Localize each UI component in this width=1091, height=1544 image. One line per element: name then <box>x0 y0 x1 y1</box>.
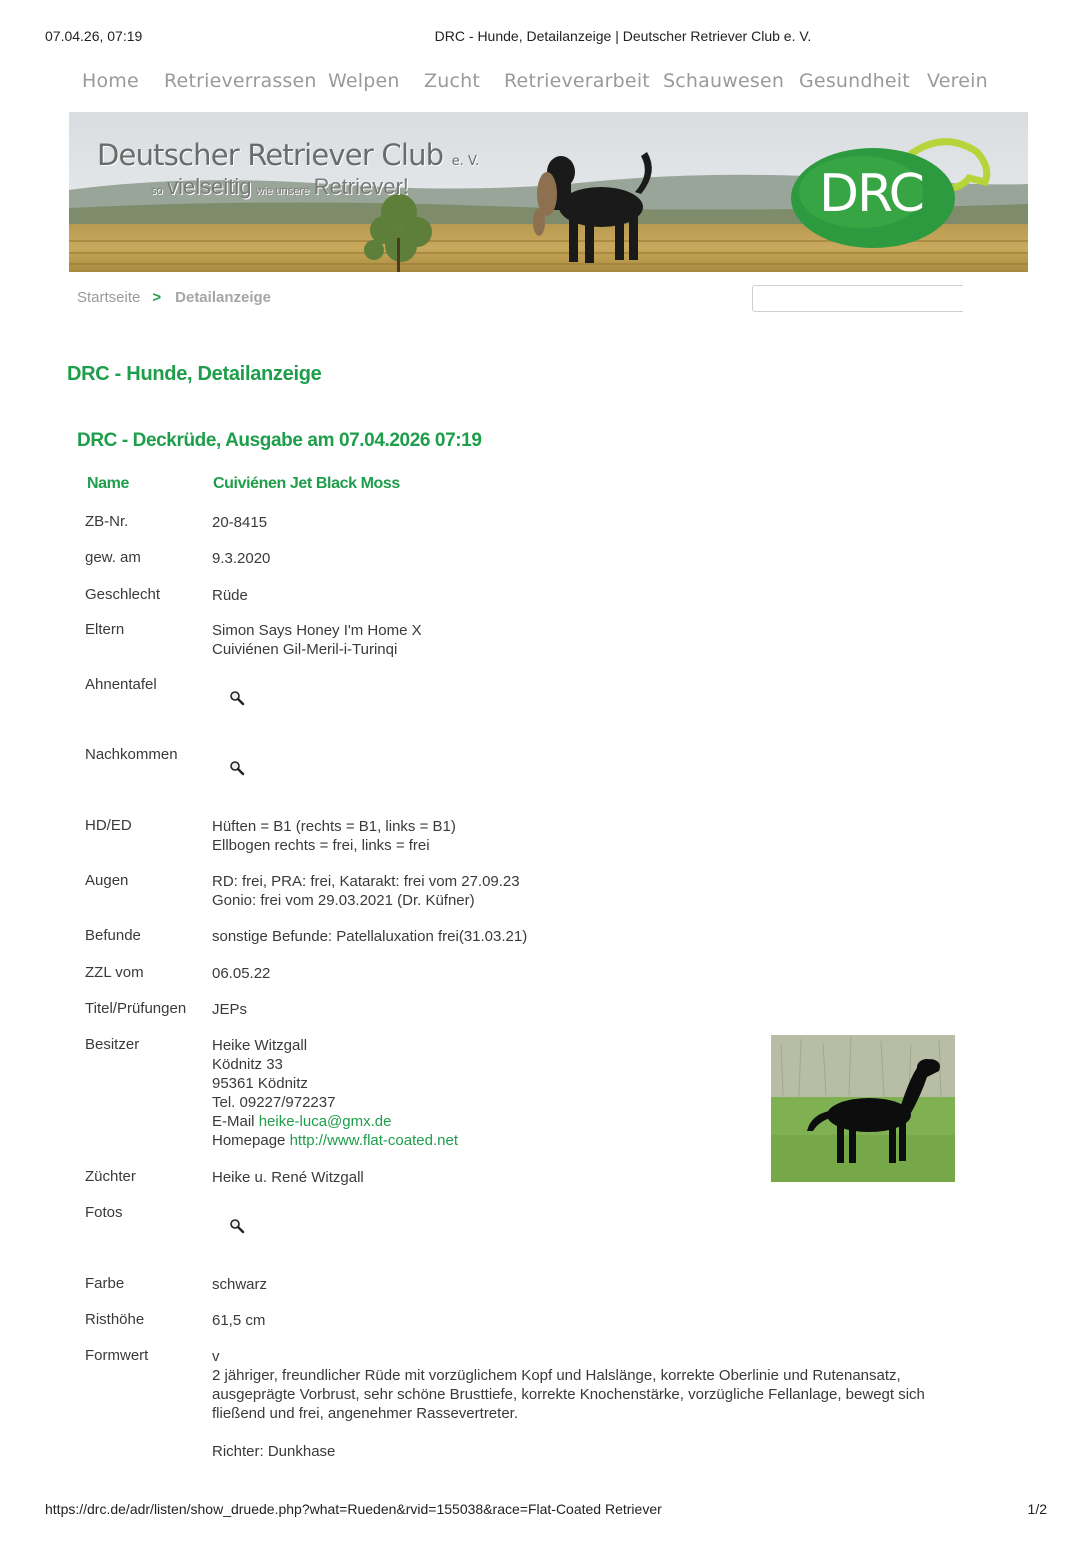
breeder-value: Heike u. René Witzgall <box>212 1169 364 1186</box>
nav-item-welpen[interactable]: Welpen <box>328 70 400 92</box>
form-value <box>212 1347 925 1461</box>
form-label: Formwert <box>85 1347 149 1364</box>
breadcrumb-current: Detailanzeige <box>175 289 272 306</box>
name-label: Name <box>87 475 129 492</box>
zzl-value: 06.05.22 <box>212 965 271 982</box>
section-title: DRC - Deckrüde, Ausgabe am 07.04.2026 07:19 <box>77 430 482 451</box>
nav-item-retrieverrassen[interactable]: Retrieverrassen <box>164 70 317 92</box>
owner-city: 95361 Ködnitz <box>212 1075 308 1092</box>
banner-club-name: Deutscher Retriever Club e. V. <box>97 138 480 172</box>
offspring-label: Nachkommen <box>85 746 178 763</box>
zb-value: 20-8415 <box>212 514 268 531</box>
form-text-line-3: fließend und frei, angenehmer Rassevertreter. <box>212 1405 518 1422</box>
breadcrumb-home-link[interactable]: Startseite <box>77 289 141 306</box>
eyes-result-1: RD: frei, PRA: frei, Katarakt: frei vom 27.09.23 <box>212 873 520 890</box>
form-text-line-2: ausgeprägte Vorbrust, sehr schöne Brusttiefe, korrekte Knochenstärke, vorzügliche Fellanlage, bewegt sich <box>212 1386 925 1403</box>
owner-street: Ködnitz 33 <box>212 1056 283 1073</box>
breadcrumb-separator: > <box>152 289 162 306</box>
owner-email-link[interactable]: heike-luca@gmx.de <box>258 1113 392 1130</box>
header-banner <box>69 112 1028 272</box>
print-datetime: 07.04.26, 07:19 <box>45 28 143 44</box>
print-document-title: DRC - Hunde, Detailanzeige | Deutscher Retriever Club e. V. <box>434 28 812 44</box>
form-text-line-1: 2 jähriger, freundlicher Rüde mit vorzüglichem Kopf und Halslänge, korrekte Oberlinie und Rutenansatz, <box>212 1367 901 1384</box>
nav-item-home[interactable]: Home <box>82 70 139 92</box>
born-label: gew. am <box>85 549 141 566</box>
hd-result: Hüften = B1 (rechts = B1, links = B1) <box>212 818 456 835</box>
page-title: DRC - Hunde, Detailanzeige <box>67 363 322 385</box>
color-value: schwarz <box>212 1276 268 1293</box>
owner-phone: Tel. 09227/972237 <box>212 1094 336 1111</box>
zzl-label: ZZL vom <box>85 964 144 981</box>
zb-label: ZB-Nr. <box>85 513 129 530</box>
pedigree-label: Ahnentafel <box>85 676 157 693</box>
print-page-number: 1/2 <box>1027 1501 1047 1517</box>
height-value: 61,5 cm <box>212 1312 266 1329</box>
owner-name: Heike Witzgall <box>212 1037 308 1054</box>
eyes-result-2: Gonio: frei vom 29.03.2021 (Dr. Küfner) <box>212 892 475 909</box>
nav-item-retrieverarbeit[interactable]: Retrieverarbeit <box>504 70 650 92</box>
banner-slogan: so vielseitig wie unsere Retriever! <box>151 174 409 199</box>
nav-item-verein[interactable]: Verein <box>927 70 988 92</box>
owner-value <box>212 1036 458 1150</box>
ed-result: Ellbogen rechts = frei, links = frei <box>212 837 430 854</box>
search-input[interactable] <box>752 285 963 312</box>
breeder-label: Züchter <box>85 1168 136 1185</box>
mother-name: Cuiviénen Gil-Meril-i-Turinqi <box>212 641 398 658</box>
nav-item-zucht[interactable]: Zucht <box>424 70 480 92</box>
born-value: 9.3.2020 <box>212 550 271 567</box>
photos-search-icon[interactable] <box>229 1218 245 1234</box>
drc-logo[interactable]: DRC <box>791 134 991 250</box>
parents-label: Eltern <box>85 621 125 638</box>
form-judge: Richter: Dunkhase <box>212 1443 336 1460</box>
parents-value <box>212 621 422 659</box>
hded-label: HD/ED <box>85 817 132 834</box>
titles-value: JEPs <box>212 1001 248 1018</box>
height-label: Risthöhe <box>85 1311 145 1328</box>
color-label: Farbe <box>85 1275 125 1292</box>
pedigree-search-icon[interactable] <box>229 690 245 706</box>
offspring-search-icon[interactable] <box>229 760 245 776</box>
nav-item-gesundheit[interactable]: Gesundheit <box>799 70 910 92</box>
print-url: https://drc.de/adr/listen/show_druede.php?what=Rueden&rvid=155038&race=Flat-Coated Retriever <box>45 1501 662 1517</box>
owner-homepage-line: Homepage http://www.flat-coated.net <box>212 1132 458 1149</box>
dog-name: Cuiviénen Jet Black Moss <box>213 475 400 492</box>
sex-label: Geschlecht <box>85 586 161 603</box>
eyes-value <box>212 872 520 910</box>
main-nav <box>82 70 992 96</box>
owner-email-line: E-Mail heike-luca@gmx.de <box>212 1113 392 1130</box>
form-grade: v <box>212 1348 220 1365</box>
hded-value <box>212 817 456 855</box>
father-name: Simon Says Honey I'm Home X <box>212 622 422 639</box>
nav-item-schauwesen[interactable]: Schauwesen <box>663 70 785 92</box>
dog-photo[interactable] <box>771 1035 955 1182</box>
photos-label: Fotos <box>85 1204 123 1221</box>
owner-homepage-link[interactable]: http://www.flat-coated.net <box>289 1132 458 1149</box>
titles-label: Titel/Prüfungen <box>85 1000 187 1017</box>
breadcrumb <box>77 289 271 306</box>
sex-value: Rüde <box>212 587 248 604</box>
findings-value: sonstige Befunde: Patellaluxation frei(31.03.21) <box>212 928 528 945</box>
findings-label: Befunde <box>85 927 141 944</box>
owner-label: Besitzer <box>85 1036 140 1053</box>
eyes-label: Augen <box>85 872 129 889</box>
